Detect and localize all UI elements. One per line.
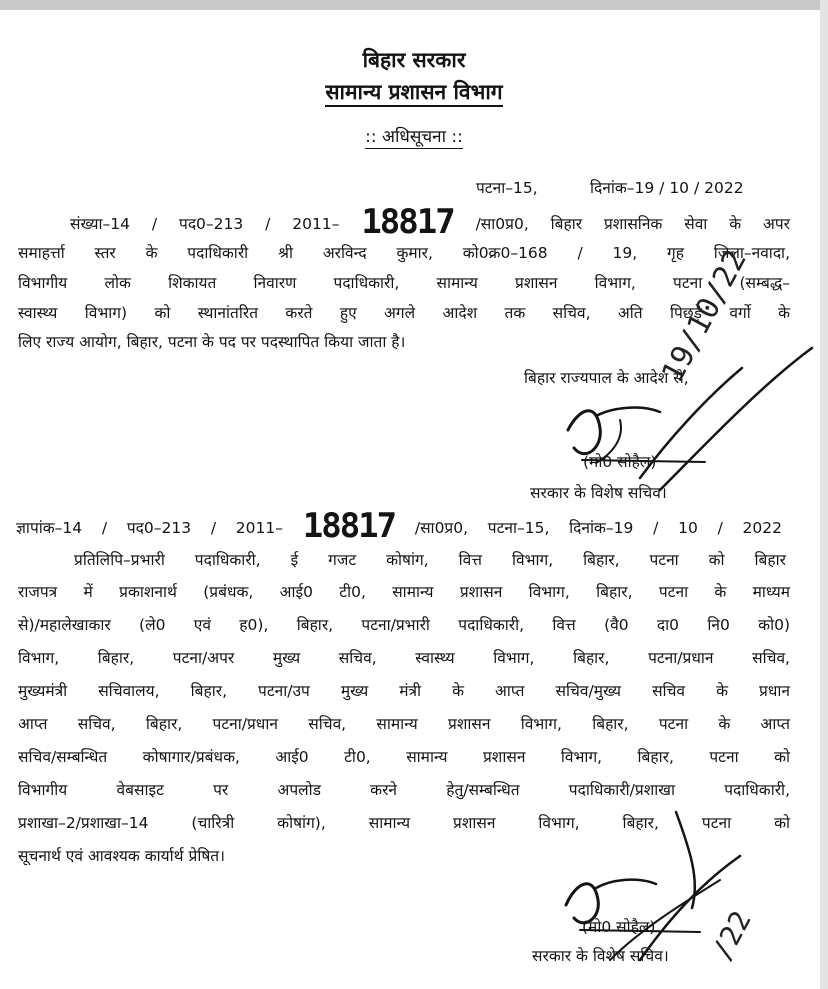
order-last-line: लिए राज्य आयोग, बिहार, पटना के पद पर पदस्थापित किया जाता है। <box>18 333 406 351</box>
memo-last-line: सूचनार्थ एवं आवश्यक कार्यार्थ प्रेषित। <box>18 847 226 865</box>
memo-first-line <box>16 506 782 546</box>
memo-line: राजपत्र में प्रकाशनार्थ (प्रबंधक, आई0 टी0, सामान्य प्रशासन विभाग, बिहार, पटना के माध्यम <box>18 583 790 601</box>
order-reference-suffix: /सा0प्र0, बिहार प्रशासनिक सेवा के अपर <box>475 215 790 233</box>
memo-line: विभागीय वेबसाइट पर अपलोड करने हेतु/सम्बन्धित पदाधिकारी/प्रशाखा पदाधिकारी, <box>18 781 790 799</box>
order-line: समाहर्त्ता स्तर के पदाधिकारी श्री अरविन्द कुमार, को0क्र0–168 / 19, गृह जिला–नवादा, <box>18 244 790 262</box>
signatory-name: (मो0 सोहैल) <box>583 453 657 471</box>
scan-right-edge <box>820 0 828 989</box>
signatory2-name: (मो0 सोहैल) <box>582 918 656 936</box>
memo-line: प्रशाखा–2/प्रशाखा–14 (चारित्री कोषांग), सामान्य प्रशासन विभाग, बिहार, पटना को <box>18 814 790 832</box>
government-title: बिहार सरकार <box>362 48 466 72</box>
notification-heading-text: :: अधिसूचना :: <box>365 127 463 147</box>
order-line: स्वास्थ्य विभाग) को स्थानांतरित करते हुए अगले आदेश तक सचिव, अति पिछड़े वर्गो के <box>18 304 790 322</box>
signature1-handwritten-date: 19/10/22 <box>655 244 754 389</box>
memo-reference-suffix: /सा0प्र0, पटना–15, दिनांक–19 / 10 / 2022 <box>414 519 782 537</box>
signature2-handwritten-date: /22 <box>705 905 758 966</box>
memo-line: आप्त सचिव, बिहार, पटना/प्रधान सचिव, सामान्य प्रशासन विभाग, बिहार, पटना के आप्त <box>18 715 790 733</box>
dateline-place: पटना–15, <box>476 179 538 197</box>
dateline-date: दिनांक–19 / 10 / 2022 <box>590 179 744 197</box>
memo-line: मुख्यमंत्री सचिवालय, बिहार, पटना/उप मुख्य मंत्री के आप्त सचिव/मुख्य सचिव के प्रधान <box>18 682 790 700</box>
memo-handwritten-number: 18817 <box>302 506 396 546</box>
signatory-designation: सरकार के विशेष सचिव। <box>530 484 667 502</box>
signatory2-designation: सरकार के विशेष सचिव। <box>532 947 669 965</box>
memo-line: विभाग, बिहार, पटना/अपर मुख्य सचिव, स्वास्थ्य विभाग, बिहार, पटना/प्रधान सचिव, <box>18 649 790 667</box>
order-line: विभागीय लोक शिकायत निवारण पदाधिकारी, सामान्य प्रशासन विभाग, पटना (सम्बद्ध– <box>18 274 790 292</box>
order-reference: संख्या–14 / पद0–213 / 2011– <box>70 215 340 233</box>
memo-reference: ज्ञापांक–14 / पद0–213 / 2011– <box>16 519 283 537</box>
governor-order-text: बिहार राज्यपाल के आदेश से, <box>524 369 689 387</box>
memo-line: सचिव/सम्बन्धित कोषागार/प्रबंधक, आई0 टी0, सामान्य प्रशासन विभाग, बिहार, पटना को <box>18 748 790 766</box>
order-handwritten-number: 18817 <box>361 202 454 242</box>
order-first-line <box>70 202 790 242</box>
department-title-text: सामान्य प्रशासन विभाग <box>325 80 502 107</box>
notification-heading <box>0 124 828 147</box>
scan-top-edge <box>0 0 828 10</box>
memo-line: से)/महालेखाकार (ले0 एवं ह0), बिहार, पटना/प्रभारी पदाधिकारी, वित्त (वै0 दा0 नि0 को0) <box>18 616 790 634</box>
department-title <box>0 78 828 106</box>
memo-line: प्रतिलिपि–प्रभारी पदाधिकारी, ई गजट कोषांग, वित्त विभाग, बिहार, पटना को बिहार <box>74 551 786 569</box>
